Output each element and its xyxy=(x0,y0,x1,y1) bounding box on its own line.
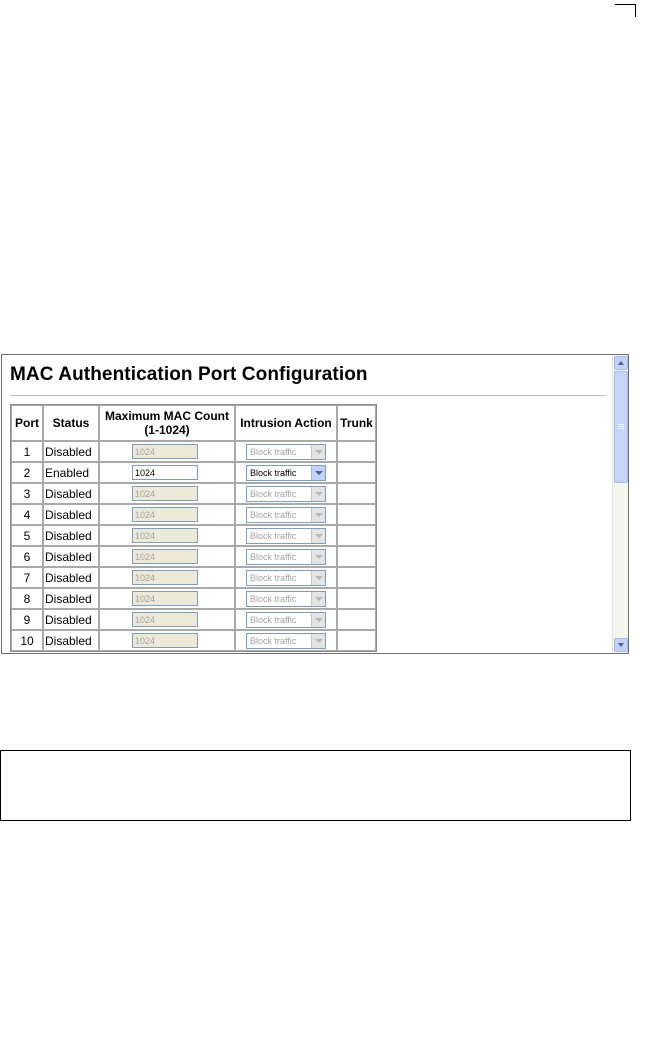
intrusion-action-select[interactable] xyxy=(246,465,326,481)
trunk-cell xyxy=(337,630,376,651)
page-corner-mark xyxy=(615,4,636,17)
note-box xyxy=(0,750,631,821)
trunk-cell xyxy=(337,441,376,462)
vertical-scrollbar[interactable] xyxy=(612,355,628,653)
chevron-down-icon xyxy=(311,445,325,459)
chevron-down-icon xyxy=(311,529,325,543)
table-header-row xyxy=(11,405,376,441)
header-max-mac-count xyxy=(99,405,235,441)
scrollbar-thumb[interactable] xyxy=(614,371,628,483)
max-mac-count-cell xyxy=(99,504,235,525)
thumb-grip-line xyxy=(618,428,624,429)
trunk-cell xyxy=(337,462,376,483)
max-mac-count-cell xyxy=(99,462,235,483)
max-mac-count-cell xyxy=(99,588,235,609)
intrusion-action-value: Block traffic xyxy=(250,467,297,478)
intrusion-action-select xyxy=(246,591,326,607)
intrusion-action-cell xyxy=(235,546,337,567)
trunk-cell xyxy=(337,546,376,567)
table-row xyxy=(11,504,376,525)
port-status: Disabled xyxy=(43,483,99,504)
table-row xyxy=(11,441,376,462)
intrusion-action-select xyxy=(246,612,326,628)
max-mac-count-cell xyxy=(99,483,235,504)
trunk-cell xyxy=(337,525,376,546)
header-max-line1: Maximum MAC Count xyxy=(105,409,229,423)
thumb-grip-line xyxy=(618,426,624,427)
trunk-cell xyxy=(337,504,376,525)
max-mac-count-cell xyxy=(99,567,235,588)
intrusion-action-cell xyxy=(235,588,337,609)
intrusion-action-select xyxy=(246,570,326,586)
intrusion-action-select xyxy=(246,486,326,502)
max-mac-count-cell xyxy=(99,630,235,651)
max-mac-count-input[interactable]: 1024 xyxy=(132,465,198,480)
port-status: Disabled xyxy=(43,441,99,462)
page-title: MAC Authentication Port Configuration xyxy=(10,364,368,385)
intrusion-action-value: Block traffic xyxy=(250,488,297,499)
intrusion-action-cell xyxy=(235,483,337,504)
chevron-down-icon xyxy=(311,508,325,522)
intrusion-action-value: Block traffic xyxy=(250,572,297,583)
max-mac-count-input: 1024 xyxy=(132,612,198,627)
chevron-down-icon xyxy=(311,592,325,606)
intrusion-action-cell xyxy=(235,441,337,462)
port-status: Disabled xyxy=(43,525,99,546)
table-row xyxy=(11,609,376,630)
port-number: 9 xyxy=(11,609,43,630)
intrusion-action-value: Block traffic xyxy=(250,635,297,646)
trunk-cell xyxy=(337,567,376,588)
port-number: 2 xyxy=(11,462,43,483)
title-divider xyxy=(10,395,606,396)
max-mac-count-cell xyxy=(99,441,235,462)
intrusion-action-cell xyxy=(235,462,337,483)
intrusion-action-select xyxy=(246,549,326,565)
header-trunk: Trunk xyxy=(337,405,376,441)
chevron-down-icon[interactable] xyxy=(311,466,325,480)
scroll-down-arrow-icon[interactable] xyxy=(614,638,628,652)
max-mac-count-cell xyxy=(99,609,235,630)
table-row xyxy=(11,462,376,483)
intrusion-action-value: Block traffic xyxy=(250,446,297,457)
table-row xyxy=(11,630,376,651)
max-mac-count-input: 1024 xyxy=(132,507,198,522)
intrusion-action-select xyxy=(246,444,326,460)
table-row xyxy=(11,546,376,567)
header-intrusion-action: Intrusion Action xyxy=(235,405,337,441)
port-status: Disabled xyxy=(43,504,99,525)
intrusion-action-value: Block traffic xyxy=(250,593,297,604)
trunk-cell xyxy=(337,483,376,504)
port-number: 5 xyxy=(11,525,43,546)
scroll-up-arrow-icon[interactable] xyxy=(614,356,628,370)
page-content xyxy=(2,355,612,653)
trunk-cell xyxy=(337,588,376,609)
max-mac-count-input: 1024 xyxy=(132,591,198,606)
port-status: Disabled xyxy=(43,588,99,609)
chevron-down-icon xyxy=(311,550,325,564)
table-row xyxy=(11,588,376,609)
intrusion-action-select xyxy=(246,528,326,544)
chevron-down-icon xyxy=(311,634,325,648)
max-mac-count-input: 1024 xyxy=(132,570,198,585)
header-port: Port xyxy=(11,405,43,441)
port-status: Disabled xyxy=(43,546,99,567)
max-mac-count-cell xyxy=(99,525,235,546)
chevron-down-icon xyxy=(311,613,325,627)
max-mac-count-input: 1024 xyxy=(132,549,198,564)
table-row xyxy=(11,483,376,504)
port-status: Disabled xyxy=(43,609,99,630)
max-mac-count-input: 1024 xyxy=(132,486,198,501)
max-mac-count-input: 1024 xyxy=(132,633,198,648)
intrusion-action-cell xyxy=(235,525,337,546)
port-number: 3 xyxy=(11,483,43,504)
intrusion-action-cell xyxy=(235,630,337,651)
intrusion-action-select xyxy=(246,507,326,523)
trunk-cell xyxy=(337,609,376,630)
port-number: 4 xyxy=(11,504,43,525)
port-number: 10 xyxy=(11,630,43,651)
port-config-table xyxy=(10,404,377,652)
intrusion-action-select xyxy=(246,633,326,649)
port-status: Enabled xyxy=(43,462,99,483)
header-status: Status xyxy=(43,405,99,441)
max-mac-count-input: 1024 xyxy=(132,528,198,543)
port-status: Disabled xyxy=(43,630,99,651)
table-body xyxy=(11,441,376,651)
table-row xyxy=(11,567,376,588)
chevron-down-icon xyxy=(311,487,325,501)
max-mac-count-input: 1024 xyxy=(132,444,198,459)
intrusion-action-cell xyxy=(235,567,337,588)
port-number: 8 xyxy=(11,588,43,609)
chevron-down-icon xyxy=(311,571,325,585)
port-number: 7 xyxy=(11,567,43,588)
thumb-grip-line xyxy=(618,424,624,425)
intrusion-action-cell xyxy=(235,504,337,525)
port-status: Disabled xyxy=(43,567,99,588)
table-row xyxy=(11,525,376,546)
intrusion-action-value: Block traffic xyxy=(250,509,297,520)
port-number: 6 xyxy=(11,546,43,567)
intrusion-action-value: Block traffic xyxy=(250,614,297,625)
port-number: 1 xyxy=(11,441,43,462)
intrusion-action-value: Block traffic xyxy=(250,551,297,562)
intrusion-action-value: Block traffic xyxy=(250,530,297,541)
header-max-line2: (1-1024) xyxy=(144,423,190,437)
intrusion-action-cell xyxy=(235,609,337,630)
max-mac-count-cell xyxy=(99,546,235,567)
browser-frame xyxy=(1,354,629,654)
